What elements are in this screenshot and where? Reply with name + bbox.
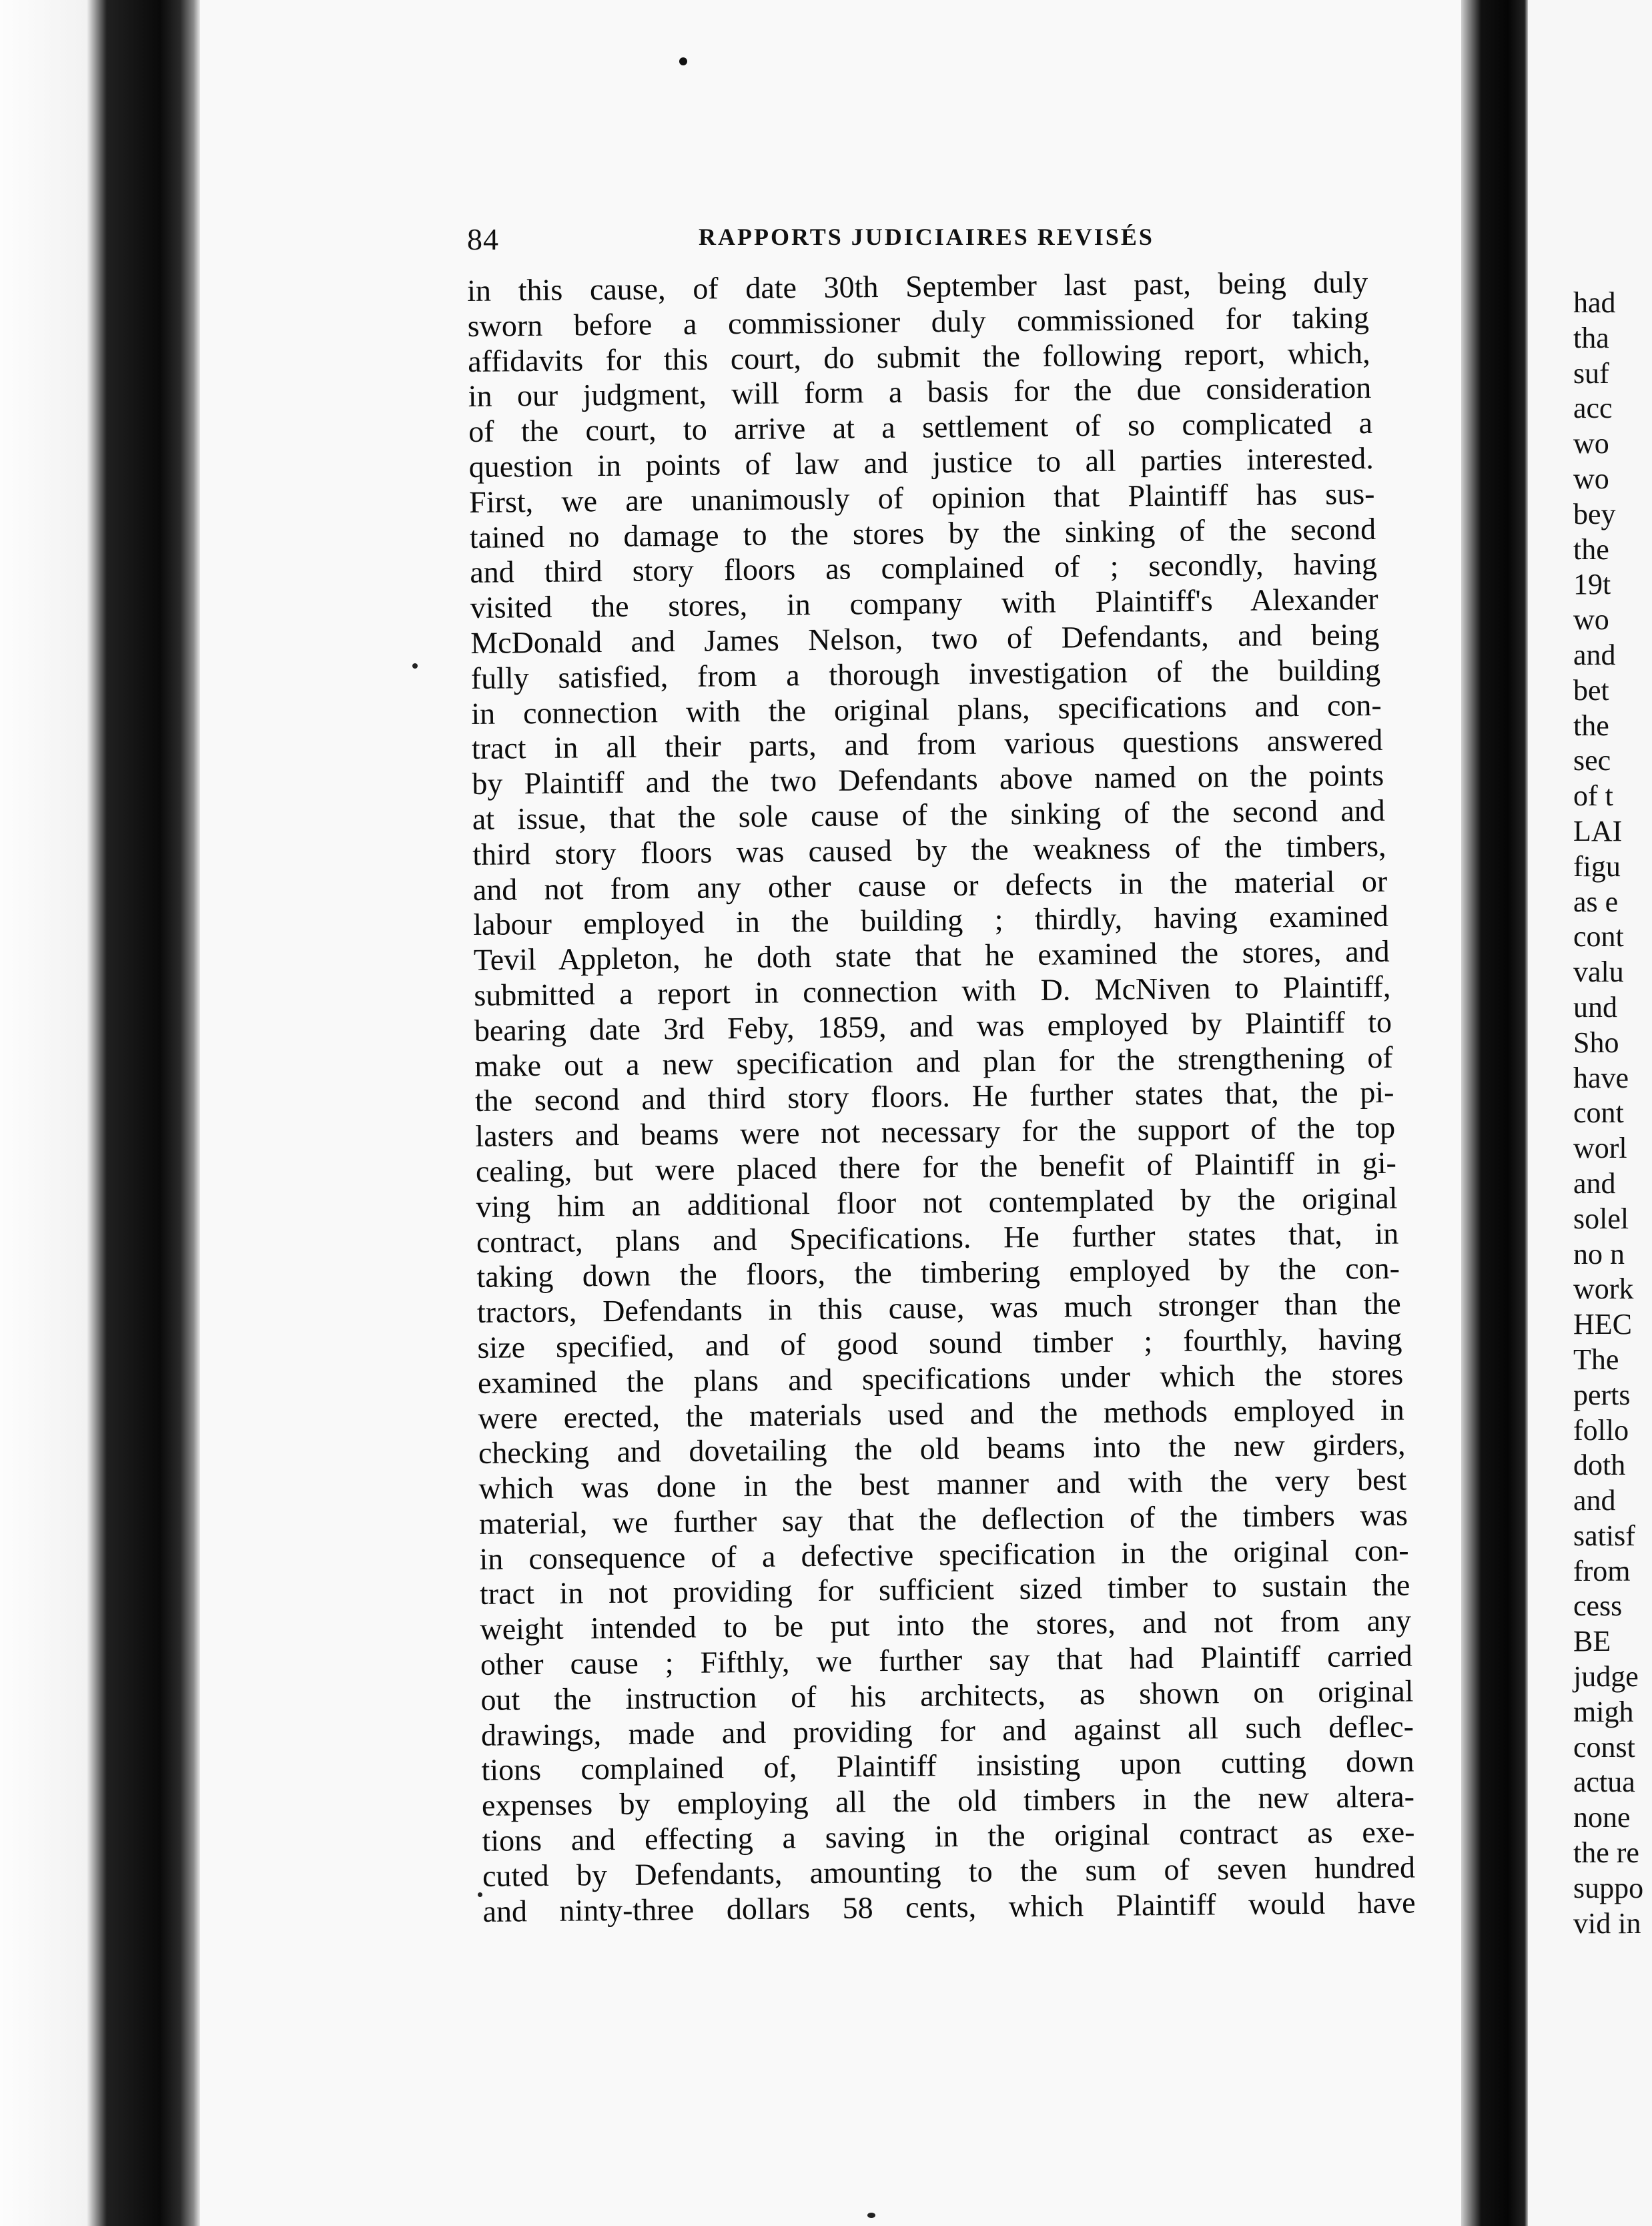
text-line: tained no damage to the stores by the sinking of the second	[469, 511, 1376, 554]
facing-text-fragment: LAI	[1573, 814, 1623, 847]
text-line: size specified, and of good sound timber ; fourthly, having	[477, 1321, 1402, 1365]
text-line: question in points of law and justice to all parties interested.	[468, 440, 1374, 484]
facing-text-fragment: und	[1573, 990, 1617, 1024]
facing-text-fragment: bey	[1573, 497, 1616, 530]
text-line: sworn before a commissioner duly commissioned for taking	[467, 300, 1370, 343]
facing-text-fragment: suf	[1573, 356, 1609, 390]
facing-text-fragment: have	[1573, 1061, 1629, 1094]
facing-text-fragment: acc	[1573, 392, 1613, 425]
facing-text-fragment: and	[1573, 638, 1616, 671]
facing-text-fragment: perts	[1573, 1378, 1631, 1411]
facing-text-fragment: and	[1573, 1166, 1616, 1200]
facing-text-fragment: and	[1573, 1484, 1616, 1517]
text-line: submitted a report in connection with D. McNiven to Plaintiff,	[474, 969, 1391, 1012]
text-line: tions complained of, Plaintiff insisting upon cutting down	[481, 1744, 1414, 1788]
ink-speck	[679, 57, 687, 65]
text-line: fully satisfied, from a thorough investigation of the building	[470, 652, 1381, 695]
facing-text-fragment: wo	[1573, 462, 1609, 495]
text-line: Tevil Appleton, he doth state that he examined the stores, and	[473, 934, 1390, 978]
text-line: and not from any other cause or defects in the material or	[472, 863, 1388, 907]
text-line: drawings, made and providing for and against all such deflec-	[480, 1709, 1414, 1752]
facing-text-fragment: valu	[1573, 956, 1624, 989]
text-line: cuted by Defendants, amounting to the sum of seven hundred	[482, 1850, 1416, 1893]
text-line: other cause ; Fifthly, we further say that had Plaintiff carried	[480, 1638, 1412, 1682]
text-line: and ninty-three dollars 58 cents, which Plaintiff would have	[482, 1885, 1416, 1928]
facing-text-fragment: cont	[1573, 1096, 1624, 1130]
facing-text-fragment: The	[1573, 1343, 1619, 1376]
text-line: tions and effecting a saving in the original contract as exe-	[482, 1814, 1415, 1858]
facing-text-fragment: const	[1573, 1730, 1635, 1764]
text-line: expenses by employing all the old timbers in the new altera-	[481, 1779, 1415, 1823]
facing-text-fragment: the re	[1573, 1836, 1639, 1870]
text-line: contract, plans and Specifications. He further states that, in	[476, 1216, 1399, 1259]
facing-text-fragment: vid in	[1573, 1906, 1641, 1940]
text-line: affidavits for this court, do submit the following report, which,	[468, 335, 1370, 378]
text-line: by Plaintiff and the two Defendants above named on the points	[472, 758, 1384, 801]
facing-text-fragment: actua	[1573, 1766, 1635, 1799]
facing-text-fragment: 19t	[1573, 568, 1611, 601]
text-line: tract in all their parts, and from various questions answered	[471, 723, 1383, 766]
text-line: bearing date 3rd Feby, 1859, and was employed by Plaintiff to	[474, 1004, 1392, 1048]
text-line: McDonald and James Nelson, two of Defendants, and being	[470, 617, 1380, 660]
facing-text-fragment: work	[1573, 1272, 1634, 1306]
text-line: in our judgment, will form a basis for the due consideration	[468, 370, 1372, 414]
text-line: were erected, the materials used and the methods employed in	[478, 1392, 1405, 1435]
text-line: out the instruction of his architects, as shown on original	[480, 1674, 1414, 1717]
facing-text-fragment: satisf	[1573, 1519, 1635, 1552]
text-line: of the court, to arrive at a settlement of so complicated a	[468, 406, 1373, 449]
facing-text-fragment: wo	[1573, 427, 1609, 460]
text-line: material, we further say that the deflection of the timbers was	[478, 1497, 1408, 1541]
facing-text-fragment: from	[1573, 1554, 1631, 1587]
facing-text-fragment: of t	[1573, 779, 1613, 813]
facing-text-fragment: worl	[1573, 1132, 1627, 1165]
facing-text-fragment: the	[1573, 532, 1609, 566]
text-line: tractors, Defendants in this cause, was much stronger than the	[476, 1286, 1401, 1330]
scan-left-edge	[0, 0, 200, 2226]
text-line: in this cause, of date 30th September last past, being duly	[467, 265, 1368, 308]
ink-speck	[478, 1892, 482, 1897]
text-line: examined the plans and specifications under which the stores	[477, 1357, 1404, 1400]
facing-text-fragment: tha	[1573, 321, 1609, 354]
facing-text-fragment: none	[1573, 1801, 1631, 1834]
facing-text-fragment: solel	[1573, 1202, 1629, 1235]
body-text	[467, 264, 1444, 1929]
text-line: checking and dovetailing the old beams into the new girders,	[478, 1427, 1406, 1471]
text-line: in connection with the original plans, specifications and con-	[471, 687, 1382, 731]
text-line: ving him an additional floor not contemplated by the original	[476, 1180, 1398, 1224]
text-line: the second and third story floors. He further states that, the pi-	[474, 1075, 1394, 1118]
facing-text-fragment: Sho	[1573, 1026, 1619, 1059]
text-line: cealing, but were placed there for the benefit of Plaintiff in gi-	[475, 1145, 1397, 1188]
page-number: 84	[467, 222, 499, 256]
facing-text-fragment: migh	[1573, 1695, 1634, 1728]
facing-page	[1528, 0, 1652, 2226]
facing-text-fragment: BE	[1573, 1625, 1611, 1658]
text-line: lasters and beams were not necessary for the support of the top	[475, 1110, 1396, 1154]
text-line: labour employed in the building ; thirdly, having examined	[473, 899, 1389, 942]
facing-text-fragment: HEC	[1573, 1308, 1632, 1341]
text-line: tract in not providing for sufficient sized timber to sustain the	[479, 1568, 1410, 1611]
text-line: First, we are unanimously of opinion that Plaintiff has sus-	[469, 476, 1375, 519]
text-line: visited the stores, in company with Plaintiff's Alexander	[470, 582, 1378, 625]
ink-speck	[867, 2213, 875, 2218]
running-head-title: RAPPORTS JUDICIAIRES REVISÉS	[699, 224, 1154, 250]
facing-text-fragment: judge	[1573, 1660, 1639, 1694]
facing-text-fragment: doth	[1573, 1449, 1626, 1482]
text-line: at issue, that the sole cause of the sinking of the second and	[472, 793, 1386, 836]
facing-text-fragment: as e	[1573, 885, 1619, 918]
text-line: weight intended to be put into the stores, and not from any	[480, 1603, 1412, 1647]
facing-text-fragment: figu	[1573, 849, 1621, 883]
book-gutter	[1461, 0, 1528, 2226]
text-line: which was done in the best manner and with the very best	[478, 1462, 1407, 1506]
facing-text-fragment: had	[1573, 286, 1616, 319]
facing-text-fragment: bet	[1573, 673, 1609, 707]
facing-page-text	[1573, 286, 1652, 1941]
text-line: make out a new specification and plan for the strengthening of	[474, 1040, 1393, 1083]
facing-text-fragment: suppo	[1573, 1871, 1644, 1904]
facing-text-fragment: cess	[1573, 1589, 1623, 1623]
facing-text-fragment: cont	[1573, 920, 1624, 954]
text-line: in consequence of a defective specification in the original con-	[479, 1533, 1409, 1576]
facing-text-fragment: no n	[1573, 1237, 1625, 1270]
facing-text-fragment: wo	[1573, 603, 1609, 637]
text-line: third story floors was caused by the weakness of the timbers,	[472, 828, 1386, 871]
ink-speck	[412, 663, 418, 669]
text-line: and third story floors as complained of ; secondly, having	[470, 546, 1378, 590]
facing-text-fragment: the	[1573, 709, 1609, 742]
text-line: taking down the floors, the timbering employed by the con-	[476, 1250, 1400, 1294]
facing-text-fragment: sec	[1573, 744, 1611, 777]
facing-text-fragment: follo	[1573, 1413, 1629, 1447]
